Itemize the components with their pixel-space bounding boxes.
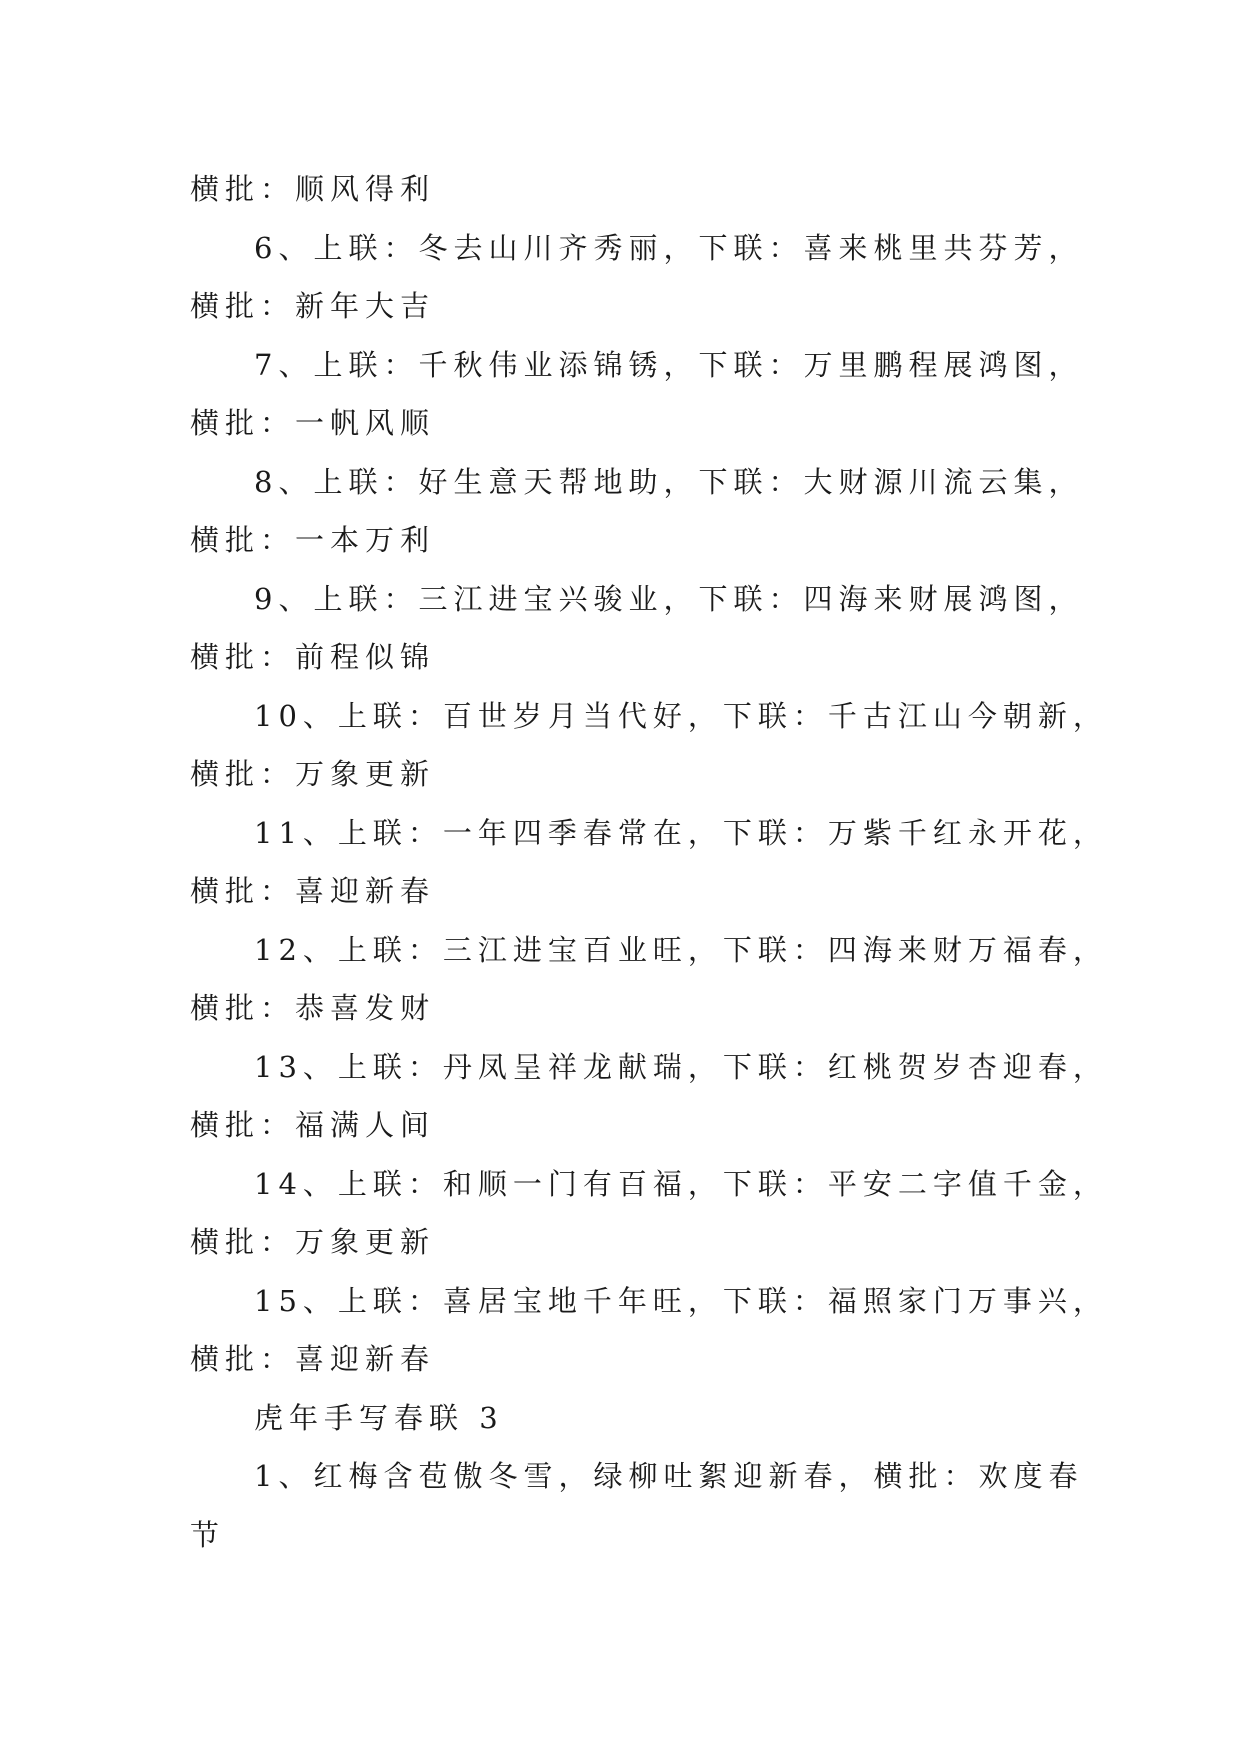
text-line-13: 横批：喜迎新春 — [190, 874, 436, 908]
section-heading: 虎年手写春联 3 — [254, 1400, 504, 1435]
text-line-15: 横批：恭喜发财 — [190, 991, 436, 1025]
text-line-11: 横批：万象更新 — [190, 757, 436, 791]
text-line-3: 横批：新年大吉 — [190, 289, 436, 323]
text-line-14: 12、上联：三江进宝百业旺，下联：四海来财万福春， — [254, 932, 1108, 967]
text-line-6: 8、上联：好生意天帮地助，下联：大财源川流云集， — [254, 464, 1084, 499]
text-line-21: 横批：喜迎新春 — [190, 1342, 436, 1376]
text-line-5: 横批：一帆风顺 — [190, 406, 436, 440]
text-line-1: 横批：顺风得利 — [190, 172, 436, 206]
text-line-4: 7、上联：千秋伟业添锦锈，下联：万里鹏程展鸿图， — [254, 347, 1084, 382]
text-line-17: 横批：福满人间 — [190, 1108, 436, 1142]
text-line-8: 9、上联：三江进宝兴骏业，下联：四海来财展鸿图， — [254, 581, 1084, 616]
text-line-18: 14、上联：和顺一门有百福，下联：平安二字值千金， — [254, 1166, 1108, 1201]
text-line-10: 10、上联：百世岁月当代好，下联：千古江山今朝新， — [254, 698, 1108, 733]
text-line-2: 6、上联：冬去山川齐秀丽，下联：喜来桃里共芬芳， — [254, 230, 1084, 265]
text-line-16: 13、上联：丹凤呈祥龙献瑞，下联：红桃贺岁杏迎春， — [254, 1049, 1108, 1084]
text-line-12: 11、上联：一年四季春常在，下联：万紫千红永开花， — [254, 815, 1108, 850]
document-body — [190, 160, 1108, 1564]
text-line-7: 横批：一本万利 — [190, 523, 436, 557]
text-line-24: 节 — [190, 1517, 226, 1552]
text-line-19: 横批：万象更新 — [190, 1225, 436, 1259]
text-line-9: 横批：前程似锦 — [190, 640, 436, 674]
text-line-20: 15、上联：喜居宝地千年旺，下联：福照家门万事兴， — [254, 1283, 1108, 1318]
text-line-23: 1、红梅含苞傲冬雪，绿柳吐絮迎新春，横批：欢度春 — [254, 1459, 1084, 1493]
